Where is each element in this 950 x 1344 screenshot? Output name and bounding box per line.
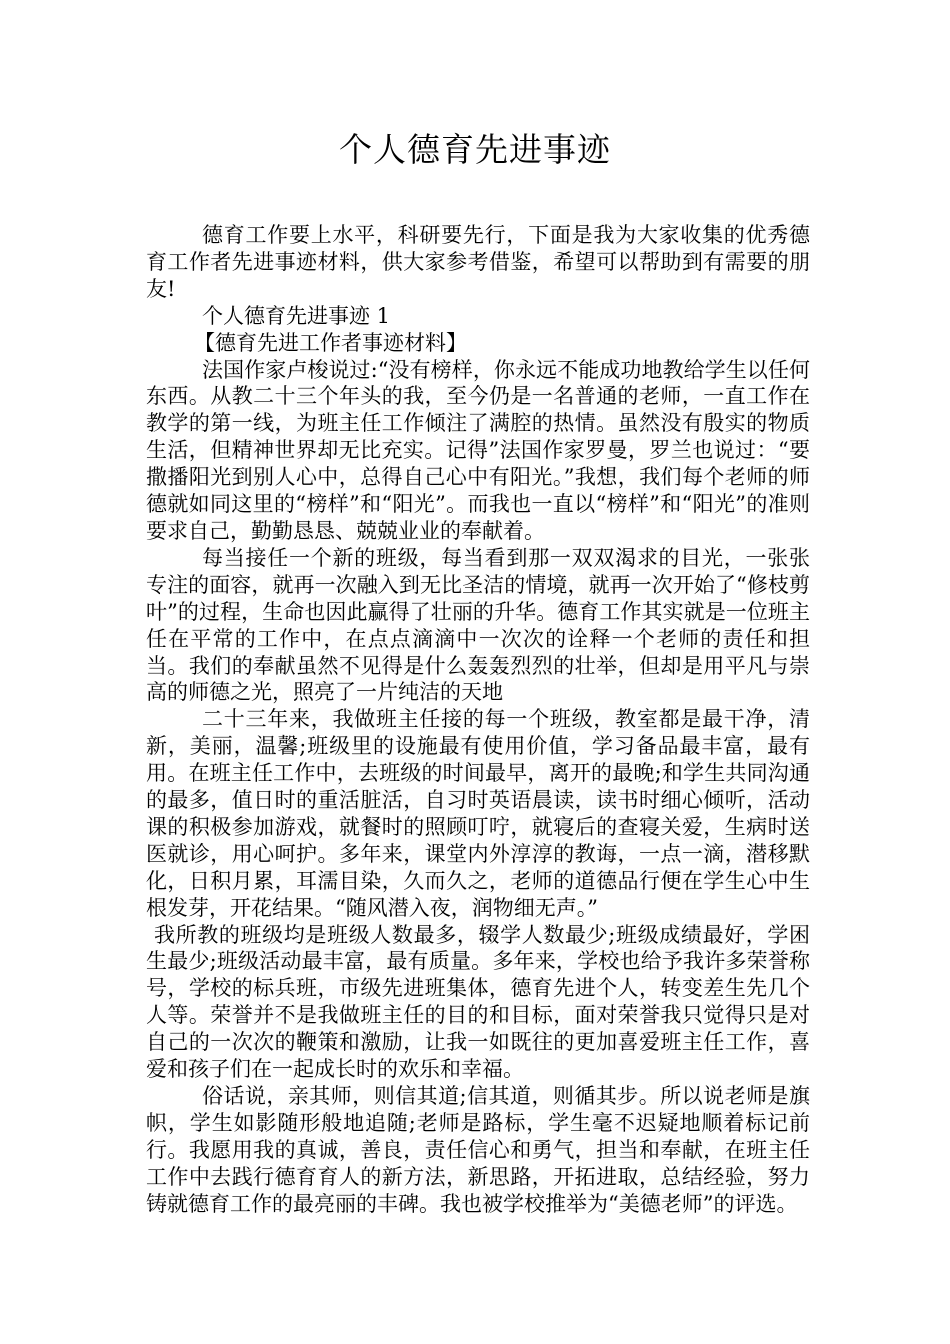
section-title: 个人德育先进事迹 1 xyxy=(202,303,391,328)
document-body xyxy=(146,222,810,1218)
paragraph-1: 法国作家卢梭说过:“没有榜样，你永远不能成功地教给学生以任何东西。从教二十三个年头的我，至今仍是一名普通的老师，一直工作在教学的第一线，为班主任工作倾注了满腔的热情。虽然没有殷实的物质生活，但精神世界却无比充实。记得”法国作家罗曼，罗兰也说过：“要撒播阳光到别人心中，总得自己心中有阳光。”我想，我们每个老师的师德就如同这里的“榜样”和“阳光”。而我也一直以“榜样”和“阳光”的准则要求自己，勤勤恳恳、兢兢业业的奉献着。 xyxy=(146,357,810,543)
paragraph-2: 每当接任一个新的班级，每当看到那一双双渴求的目光，一张张专注的面容，就再一次融入到无比圣洁的情境，就再一次开始了“修枝剪叶”的过程，生命也因此赢得了壮丽的升华。德育工作其实就是一位班主任在平常的工作中，在点点滴滴中一次次的诠释一个老师的责任和担当。我们的奉献虽然不见得是什么轰轰烈烈的壮举，但却是用平凡与崇高的师德之光，照亮了一片纯洁的天地 xyxy=(146,545,810,705)
paragraph-3: 二十三年来，我做班主任接的每一个班级，教室都是最干净，清新，美丽，温馨;班级里的设施最有使用价值，学习备品最丰富，最有用。在班主任工作中，去班级的时间最早，离开的最晚;和学生共同沟通的最多，值日时的重活脏活，自习时英语晨读，读书时细心倾听，活动课的积极参加游戏，就餐时的照顾叮咛，就寝后的查寝关爱，生病时送医就诊，用心呵护。多年来，课堂内外淳淳的教诲，一点一滴，潜移默化，日积月累，耳濡目染，久而久之，老师的道德品行便在学生心中生根发芽，开花结果。“随风潜入夜，润物细无声。” xyxy=(146,707,810,920)
intro-paragraph: 德育工作要上水平，科研要先行，下面是我为大家收集的优秀德育工作者先进事迹材料，供大家参考借鉴，希望可以帮助到有需要的朋友! xyxy=(146,223,810,301)
document-title: 个人德育先进事迹 xyxy=(339,130,611,169)
paragraph-4: 我所教的班级均是班级人数最多，辍学人数最少;班级成绩最好，学困生最少;班级活动最丰富，最有质量。多年来，学校也给予我许多荣誉称号，学校的标兵班，市级先进班集体，德育先进个人，转变差生先几个人等。荣誉并不是我做班主任的目的和目标，面对荣誉我只觉得只是对自己的一次次的鞭策和激励，让我一如既往的更加喜爱班主任工作，喜爱和孩子们在一起成长时的欢乐和幸福。 xyxy=(146,922,810,1082)
paragraph-5: 俗话说，亲其师，则信其道;信其道，则循其步。所以说老师是旗帜，学生如影随形般地追随;老师是路标，学生毫不迟疑地顺着标记前行。我愿用我的真诚，善良，责任信心和勇气，担当和奉献，在班主任工作中去践行德育育人的新方法，新思路，开拓进取，总结经验，努力铸就德育工作的最亮丽的丰碑。我也被学校推举为“美德老师”的评选。 xyxy=(146,1084,810,1216)
material-heading: 【德育先进工作者事迹材料】 xyxy=(194,330,467,355)
